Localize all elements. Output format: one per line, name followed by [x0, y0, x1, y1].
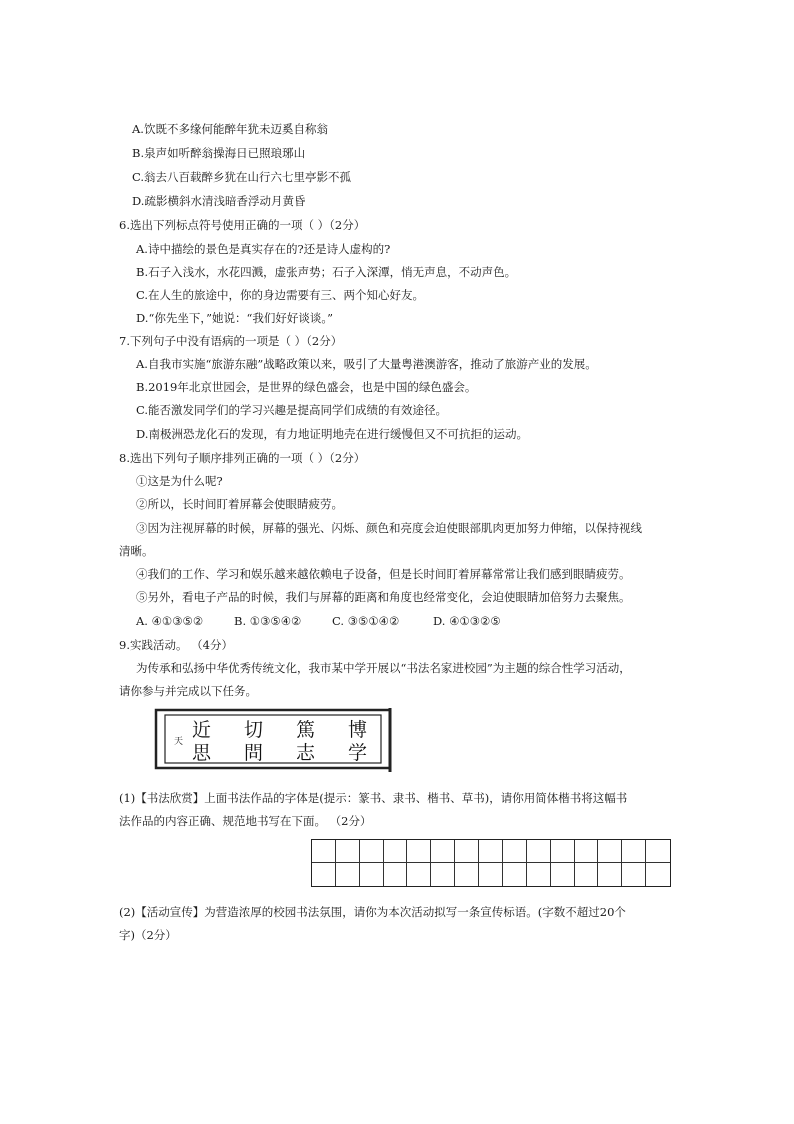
q9-stem: 9.实践活动。 （4分）	[119, 638, 233, 652]
calligraphy-top-3: 篤	[296, 719, 316, 741]
q6-option-b: B.石子入浅水，水花四溅，虚张声势；石子入深潭，悄无声息，不动声色。	[136, 265, 517, 279]
answer-grid-cell[interactable]	[622, 840, 646, 863]
answer-grid-cell[interactable]	[455, 840, 479, 863]
calligraphy-top-2: 切	[244, 719, 264, 741]
q9-task1-cont: 法作品的内容正确、规范地书写在下面。 （2分）	[119, 814, 372, 828]
answer-grid-cell[interactable]	[527, 863, 551, 886]
q5-option-b: B.泉声如听醉翁操海日已照琅琊山	[132, 146, 306, 160]
q9-task2-cont: 字)（2分）	[119, 928, 177, 942]
q6-option-d: D.“你先坐下，”她说：“我们好好谈谈。”	[136, 311, 333, 325]
q7-option-b: B.2019年北京世园会，是世界的绿色盛会，也是中国的绿色盛会。	[136, 380, 477, 394]
answer-grid-cell[interactable]	[479, 840, 503, 863]
answer-grid-cell[interactable]	[551, 840, 575, 863]
q6-stem: 6.选出下列标点符号使用正确的一项（ ）（2分）	[119, 218, 366, 232]
answer-grid-cell[interactable]	[431, 840, 455, 863]
answer-grid[interactable]	[311, 839, 671, 887]
q8-sentence-3: ③因为注视屏幕的时候，屏幕的强光、闪烁、颜色和亮度会迫使眼部肌肉更加努力伸缩，以保持视线	[136, 521, 642, 535]
q9-task1: (1)【书法欣赏】上面书法作品的字体是(提示：篆书、隶书、楷书、草书)，请你用简体楷书将这幅书	[119, 791, 628, 805]
answer-grid-cell[interactable]	[360, 863, 384, 886]
answer-grid-cell[interactable]	[384, 863, 408, 886]
q6-option-a: A.诗中描绘的景色是真实存在的?还是诗人虚构的?	[136, 242, 391, 256]
answer-grid-cell[interactable]	[384, 840, 408, 863]
answer-grid-cell[interactable]	[503, 863, 527, 886]
calligraphy-scroll-svg	[154, 708, 394, 772]
answer-grid-cell[interactable]	[503, 840, 527, 863]
q8-sentence-2: ②所以，长时间盯着屏幕会使眼睛疲劳。	[136, 497, 343, 511]
q8-stem: 8.选出下列句子顺序排列正确的一项（ ）（2分）	[119, 451, 366, 465]
calligraphy-top-1: 近	[192, 719, 212, 741]
q9-intro-cont: 请你参与并完成以下任务。	[119, 684, 257, 698]
answer-grid-cell[interactable]	[407, 840, 431, 863]
answer-grid-cell[interactable]	[598, 863, 622, 886]
q8-option-c: C. ③⑤①④②	[332, 614, 400, 628]
calligraphy-bottom-4: 学	[348, 742, 368, 764]
answer-grid-cell[interactable]	[598, 840, 622, 863]
answer-grid-cell[interactable]	[360, 840, 384, 863]
q7-option-d: D.南极洲恐龙化石的发现，有力地证明地壳在进行缓慢但又不可抗拒的运动。	[136, 427, 528, 441]
calligraphy-scroll-image	[154, 708, 394, 772]
answer-grid-cell[interactable]	[312, 840, 336, 863]
answer-grid-cell[interactable]	[551, 863, 575, 886]
answer-grid-cell[interactable]	[575, 840, 599, 863]
q5-option-d: D.疏影横斜水清浅暗香浮动月黄昏	[132, 194, 306, 208]
q8-option-a: A. ④①③⑤②	[136, 614, 204, 628]
q9-task2: (2)【活动宣传】为营造浓厚的校园书法氛围，请你为本次活动拟写一条宣传标语。(字数不超过20个	[119, 905, 626, 919]
q8-sentence-3-cont: 清晰。	[119, 544, 154, 558]
answer-grid-cell[interactable]	[455, 863, 479, 886]
calligraphy-bottom-1: 思	[192, 742, 212, 764]
answer-grid-cell[interactable]	[336, 840, 360, 863]
q5-option-a: A.饮既不多缘何能醉年犹未迈奚自称翁	[132, 122, 328, 136]
answer-grid-cell[interactable]	[527, 840, 551, 863]
q7-stem: 7.下列句子中没有语病的一项是（ ）（2分）	[119, 334, 343, 348]
answer-grid-cell[interactable]	[431, 863, 455, 886]
calligraphy-bottom-2: 問	[244, 742, 264, 764]
answer-grid-cell[interactable]	[575, 863, 599, 886]
answer-grid-cell[interactable]	[407, 863, 431, 886]
q8-sentence-1: ①这是为什么呢?	[136, 474, 223, 488]
q8-sentence-4: ④我们的工作、学习和娱乐越来越依赖电子设备，但是长时间盯着屏幕常常让我们感到眼睛疲劳。	[136, 567, 631, 581]
q7-option-c: C.能否激发同学们的学习兴趣是提高同学们成绩的有效途径。	[136, 403, 448, 417]
calligraphy-top-4: 博	[348, 719, 368, 741]
answer-grid-cell[interactable]	[312, 863, 336, 886]
q9-intro: 为传承和弘扬中华优秀传统文化，我市某中学开展以“书法名家进校园”为主题的综合性学习活动，	[136, 661, 631, 675]
answer-grid-cell[interactable]	[646, 840, 670, 863]
q7-option-a: A.自我市实施“旅游东融”战略政策以来，吸引了大量粤港澳游客，推动了旅游产业的发展。	[136, 357, 597, 371]
answer-grid-cell[interactable]	[336, 863, 360, 886]
q8-option-d: D. ④①③②⑤	[433, 614, 501, 628]
q8-option-b: B. ①③⑤④②	[234, 614, 302, 628]
calligraphy-side-char: 天	[174, 737, 184, 747]
q6-option-c: C.在人生的旅途中，你的身边需要有三、两个知心好友。	[136, 288, 425, 302]
calligraphy-bottom-3: 志	[296, 742, 316, 764]
answer-grid-cell[interactable]	[646, 863, 670, 886]
q8-sentence-5: ⑤另外，看电子产品的时候，我们与屏幕的距离和角度也经常变化，会迫使眼睛加倍努力去聚焦。	[136, 590, 631, 604]
answer-grid-cell[interactable]	[622, 863, 646, 886]
answer-grid-cell[interactable]	[479, 863, 503, 886]
q5-option-c: C.翁去八百载醉乡犹在山行六七里亭影不孤	[132, 170, 352, 184]
